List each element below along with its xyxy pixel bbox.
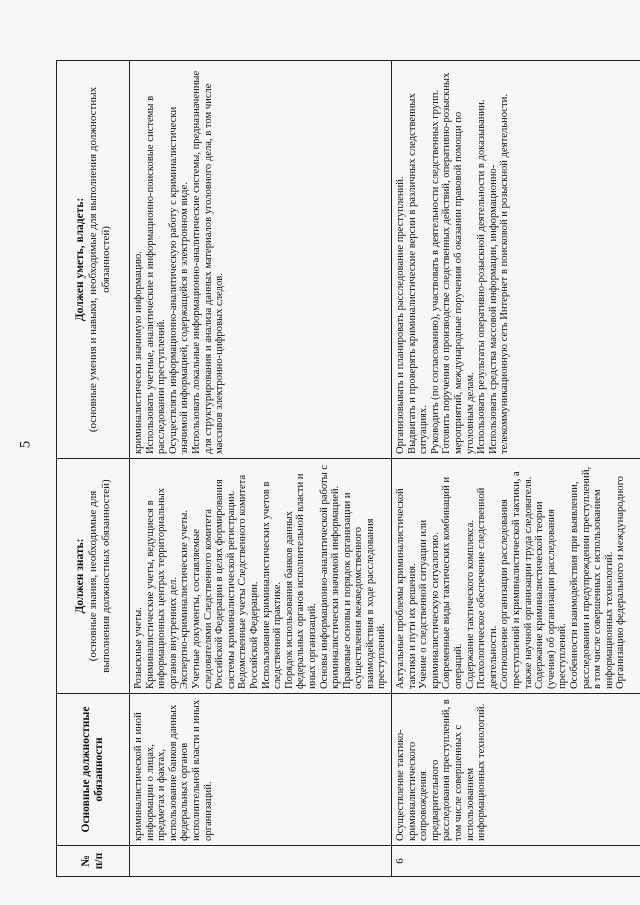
row-number — [130, 846, 392, 877]
know-item: Основы информационно-аналитической работы с криминалистически значимой информацией. — [318, 464, 342, 689]
skill-item: Использовать результаты оперативно-розыскной деятельности в доказывании. — [476, 99, 488, 454]
know-item: Правовые основы и порядок организации и осуществления межведомственного взаимодействия в ходе расследования преступлений. — [341, 492, 388, 689]
skill-item: Использовать средства массовой информации, информационно-телекоммуникационную сеть Интернет в поисковой и розыскной деятельности. — [487, 94, 511, 454]
table-row — [392, 61, 640, 877]
rotated-table-container — [56, 61, 627, 877]
skill-item: Использовать локальные информационно-аналитические системы, предназначенные для структурирования и анализа данных материалов уголовного дела, в том числе массивов электронно-цифровых следов. — [190, 70, 226, 454]
row-know — [130, 459, 392, 694]
competency-table — [56, 60, 640, 877]
know-item: Особенности взаимодействия при выявлении, расследовании и предупреждении преступлений, в том числе совершенных с использованием информационных технологий. — [568, 466, 615, 689]
know-item: Психологическое обеспечение следственной деятельности. — [476, 487, 499, 689]
skill-item: Готовить поручения о производстве следственных действий, оперативно-розыскных мероприятий, международные поручения об оказании правовой помощи по уголовным делам. — [441, 72, 476, 454]
header-skill-title: Должен уметь, владеть: — [73, 197, 86, 322]
skill-item: Организовывать и планировать расследование преступлений. — [395, 176, 407, 454]
skill-item: Использовать учетные, аналитические и информационно-поисковые системы в расследовании преступлений. — [144, 95, 168, 454]
know-item: Использование криминалистических учетов в следственной практике. — [260, 481, 284, 689]
table-header-row — [57, 61, 130, 877]
row-duties: Осуществление тактико-криминалистического сопровождения предварительного расследования преступлений, в том числе совершенных с использованием информационных технологий. — [392, 694, 640, 846]
know-item: Содержание криминалистической теории (учения) об организации расследования преступлений. — [534, 501, 569, 689]
know-item: Ведомственные учеты Следственного комитета Российской Федерации. — [237, 474, 260, 689]
skill-item: криминалистически значимую информацию. — [133, 251, 144, 454]
header-duties: Основные должностные обязанности — [57, 694, 130, 846]
know-item: Экспертно-криминалистические учеты. — [179, 509, 191, 689]
skill-item: Руководить (по согласованию), участвовать в деятельности следственных групп. — [429, 89, 441, 454]
row-skill — [130, 61, 392, 459]
header-skill — [57, 61, 130, 459]
know-item: Порядок использования банков данных федеральных органов исполнительной власти и иных организаций. — [283, 473, 318, 689]
know-item: Розыскные учеты. — [133, 607, 144, 689]
know-item: Организацию федерального и международного — [615, 476, 627, 689]
row-duties: криминалистической и иной информации о лицах, предметах и фактах, использование банков данных федеральных органов исполнительной власти и иных организаций. — [130, 694, 392, 846]
header-skill-sub: (основные умения и навыки, необходимые для выполнения должностных обязанностей) — [86, 86, 112, 433]
know-item: Учетные документы, составляемые следователями Следственного комитета Российской Федерации в целях формирования системы криминалистической регистрации. — [190, 479, 237, 689]
page-number: 5 — [17, 440, 34, 449]
header-num: № п/п — [57, 846, 130, 877]
skill-item: Выдвигать и проверять криминалистические версии в различных следственных ситуациях. — [406, 93, 430, 454]
table-row — [130, 61, 392, 877]
row-skill — [392, 61, 640, 459]
know-item: Соотношение организации расследования преступлений и криминалистической тактики, а также научной организации труда следователя. — [499, 471, 534, 689]
know-item: Учение о следственной ситуации или криминалистическую ситуалогию. — [418, 519, 441, 689]
header-know-title: Должен знать: — [73, 538, 86, 614]
know-item: Содержание тактического комплекса. — [464, 520, 476, 689]
know-item: Криминалистические учеты, ведущиеся в информационных центрах территориальных органов внутренних дел. — [144, 487, 179, 689]
row-number: 6 — [392, 846, 640, 877]
know-item: Актуальные проблемы криминалистической тактики и пути их решения. — [395, 488, 418, 689]
know-item: Современные виды тактических комбинаций и операций. — [441, 476, 465, 689]
header-know-sub: (основные знания, необходимые для выполнения должностных обязанностей) — [86, 479, 112, 673]
skill-item: Осуществлять информационно-аналитическую работу с криминалистически значимой информацией, содержащейся в электронном виде. — [167, 106, 191, 454]
header-know — [57, 459, 130, 694]
row-know — [392, 459, 640, 694]
